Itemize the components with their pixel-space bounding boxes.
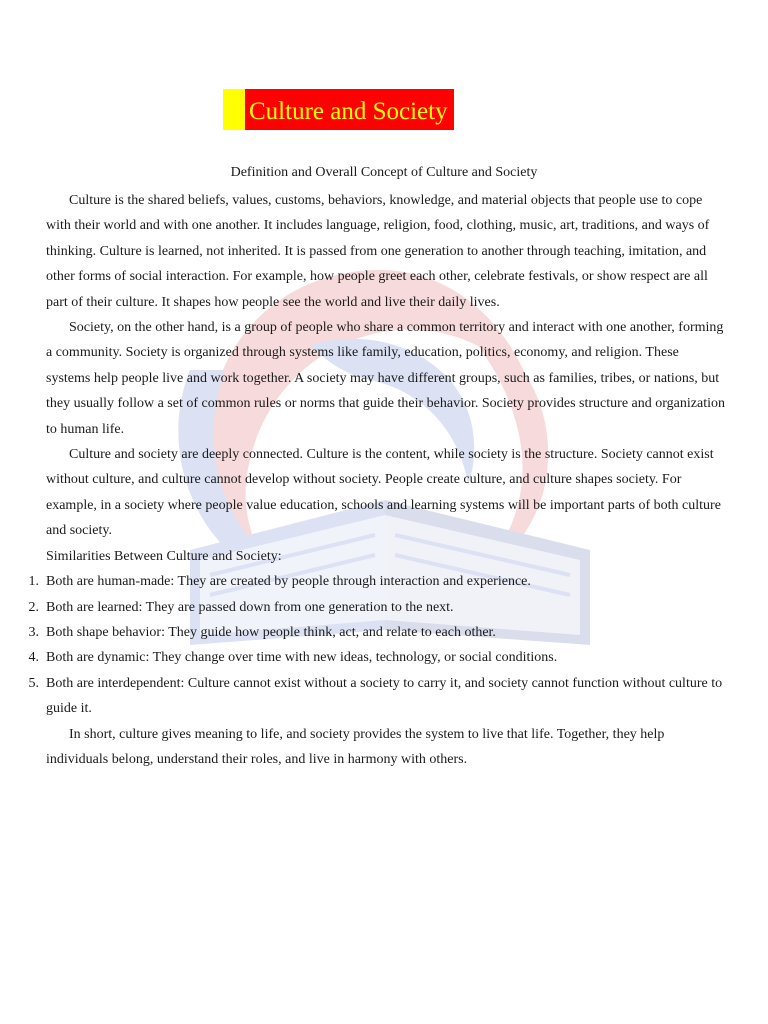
list-item-number: 2. [28, 599, 39, 615]
list-item-text: Both are interdependent: Culture cannot exist without a society to carry it, and society cannot function without culture to guide it. [46, 675, 723, 717]
list-item-text: Both are dynamic: They change over time with new ideas, technology, or social conditions. [46, 650, 558, 666]
title-accent-bar [223, 89, 245, 130]
list-item [28, 569, 726, 594]
similarities-list [28, 569, 726, 721]
list-item [28, 671, 726, 722]
paragraph-culture: Culture is the shared beliefs, values, customs, behaviors, knowledge, and material objects that people use to cope with their world and with one another. It includes language, religion, food, clothing, music, art, traditions, and ways of thinking. Culture is learned, not inherited. It is passed from one generation to another through teaching, imitation, and other forms of social interaction. For example, how people greet each other, celebrate festivals, or show respect are all part of their culture. It shapes how people see the world and live their daily lives. [46, 193, 710, 310]
list-item [28, 595, 726, 620]
title-banner [223, 89, 454, 130]
list-item-text: Both are human-made: They are created by people through interaction and experience. [46, 574, 531, 590]
document-body [28, 188, 726, 772]
list-item-text: Both shape behavior: They guide how people think, act, and relate to each other. [46, 624, 496, 640]
list-item-number: 3. [28, 624, 39, 640]
document-title: Culture and Society [245, 89, 454, 130]
paragraph-connection: Culture and society are deeply connected. Culture is the content, while society is the structure. Society cannot exist without culture, and culture cannot develop without society. People create culture, and culture shapes society. For example, in a society where people value education, schools and learning systems will be important parts of both culture and society. [46, 447, 721, 539]
list-item-number: 1. [28, 574, 39, 590]
paragraph-conclusion: In short, culture gives meaning to life, and society provides the system to live that life. Together, they help individuals belong, understand their roles, and live in harmony with others. [46, 726, 665, 767]
similarities-heading: Similarities Between Culture and Society: [46, 548, 282, 564]
list-item-number: 5. [28, 675, 39, 691]
list-item-number: 4. [28, 650, 39, 666]
list-item [28, 620, 726, 645]
document-subtitle: Definition and Overall Concept of Culture and Society [230, 165, 538, 180]
list-item [28, 645, 726, 670]
paragraph-society: Society, on the other hand, is a group of people who share a common territory and interact with one another, forming a community. Society is organized through systems like family, education, politics, economy, and religion. These systems help people live and work together. A society may have different groups, such as families, tribes, or nations, but they usually follow a set of common rules or norms that guide their behavior. Society provides structure and organization to human life. [46, 320, 725, 437]
list-item-text: Both are learned: They are passed down from one generation to the next. [46, 599, 454, 615]
